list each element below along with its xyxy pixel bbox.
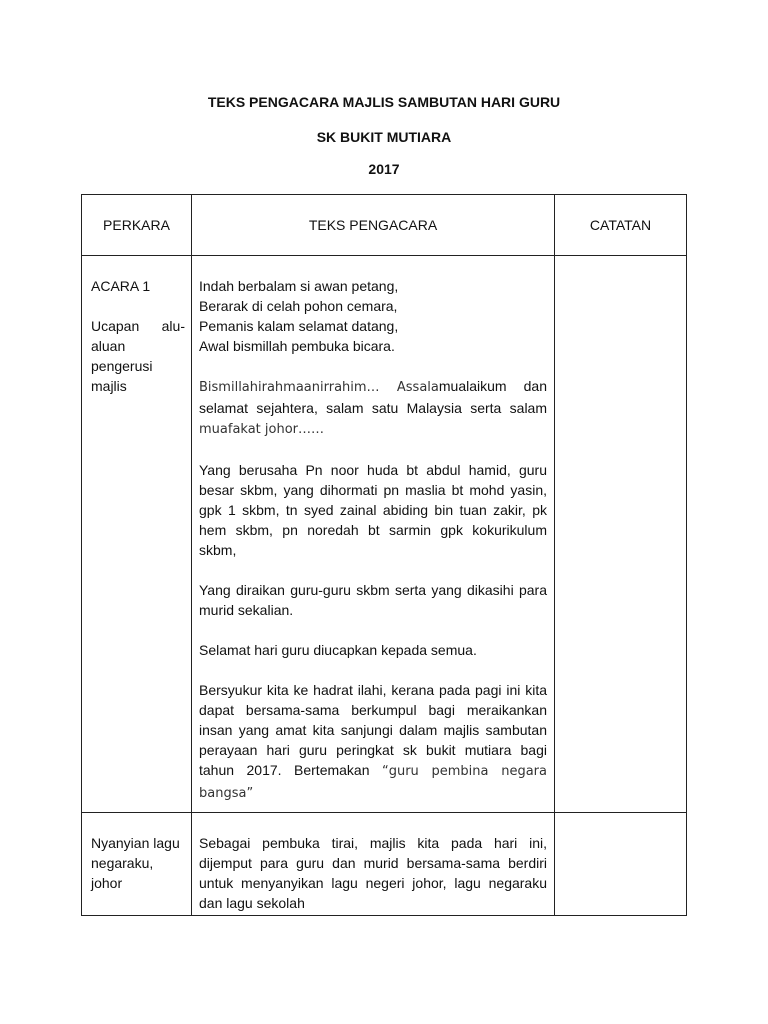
- catatan-cell: [555, 813, 687, 916]
- document-year: 2017: [368, 161, 400, 177]
- salam-opening: Bismillahirahmaanirrahim… Assala: [199, 380, 439, 395]
- pantun-line: Indah berbalam si awan petang,: [199, 278, 399, 294]
- catatan-cell: [555, 256, 687, 813]
- pantun-line: Berarak di celah pohon cemara,: [199, 298, 398, 314]
- teks-pengacara-cell: [192, 256, 555, 813]
- acara-description: Ucapan alu-aluan pengerusi majlis: [91, 318, 185, 394]
- officials-greeting: Yang berusaha Pn noor huda bt abdul hamid, guru besar skbm, yang dihormati pn maslia bt mohd yasin, gpk 1 skbm, tn syed zainal abiding bin tuan zakir, pk hem skbm, pn noredah bt sarmin gpk kokurikulum skbm,: [199, 462, 547, 558]
- salam-middle: mualaikum dan selamat sejahtera, salam satu Malaysia serta salam: [199, 378, 547, 416]
- document-title: TEKS PENGACARA MAJLIS SAMBUTAN HARI GURU: [207, 94, 561, 110]
- column-header-perkara: PERKARA: [82, 195, 192, 256]
- column-header-catatan: CATATAN: [555, 195, 687, 256]
- pantun-line: Pemanis kalam selamat datang,: [199, 318, 399, 334]
- teachers-day-wish: Selamat hari guru diucapkan kepada semua.: [199, 642, 477, 658]
- theme-quote: “guru pembina negara bangsa”: [199, 764, 547, 801]
- teks-pengacara-cell: Sebagai pembuka tirai, majlis kita pada hari ini, dijemput para guru dan murid bersama-sama berdiri untuk menyanyikan lagu negeri johor, lagu negaraku dan lagu sekolah: [192, 813, 555, 916]
- school-name: SK BUKIT MUTIARA: [316, 129, 452, 145]
- guests-greeting: Yang diraikan guru-guru skbm serta yang dikasihi para murid sekalian.: [199, 582, 547, 618]
- perkara-cell: [82, 256, 192, 813]
- salam-ending: muafakat johor……: [199, 422, 325, 437]
- table-header-row: [82, 195, 687, 256]
- closing-paragraph: [199, 680, 547, 804]
- pantun-line: Awal bismillah pembuka bicara.: [199, 338, 395, 354]
- table-row: [82, 256, 687, 813]
- emcee-script-table: [81, 194, 687, 916]
- opening-pantun: [199, 276, 547, 356]
- column-header-teks-pengacara: TEKS PENGACARA: [192, 195, 555, 256]
- acara-title: ACARA 1: [91, 278, 151, 294]
- perkara-cell: Nyanyian lagu negaraku, johor: [82, 813, 192, 916]
- table-row: [82, 813, 687, 916]
- salam-paragraph: [199, 376, 547, 440]
- closing-text: Bersyukur kita ke hadrat ilahi, kerana pada pagi ini kita dapat bersama-sama berkumpul bagi meraikankan insan yang amat kita sanjungi dalam majlis sambutan perayaan hari guru peringkat sk bukit mutiara bagi tahun 2017. Bertemakan: [199, 682, 547, 778]
